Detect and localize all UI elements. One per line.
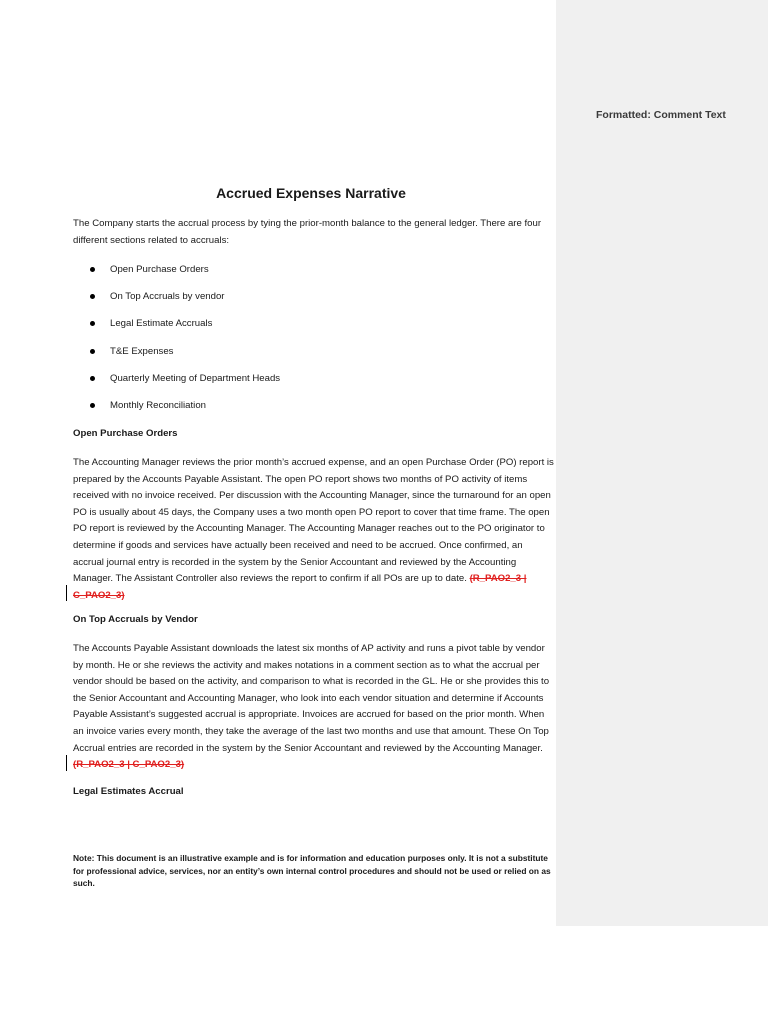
control-reference: (R_PAO2_3 | C_PAO2_3) xyxy=(73,573,527,601)
comment-label[interactable]: Formatted: Comment Text xyxy=(596,109,726,121)
comment-pane xyxy=(556,0,768,926)
bullet-icon xyxy=(90,321,95,326)
intro-paragraph: The Company starts the accrual process by tying the prior-month balance to the general ledger. There are four different sections related to accruals: xyxy=(73,218,542,246)
accrual-sections-list xyxy=(90,262,280,425)
section-body-open-po: The Accounting Manager reviews the prior month’s accrued expense, and an open Purchase Order (PO) report is prepared by the Accounts Payable Assistant. The open PO report shows two months of PO activity of items received with no invoice received. Per discussion with the Accounting Manager, since the turnaround for an open PO is usually about 45 days, the Company uses a two month open PO report to cover that time frame. The open PO report is reviewed by the Accounting Manager. The Accounting Manager reaches out to the PO originator to determine if goods and services have actually been received and need to be accrued. Once confirmed, an accrual journal entry is recorded in the system by the Senior Accountant and reviewed by the Accounting Manager. The Assistant Controller also reviews the report to confirm if all POs are up to date. (R_PAO2_3 | C_PAO2_3) xyxy=(73,457,554,601)
bullet-icon xyxy=(90,267,95,272)
section-heading-open-po: Open Purchase Orders xyxy=(73,428,178,439)
list-item: T&E Expenses xyxy=(90,344,280,371)
change-bar-icon xyxy=(66,755,67,771)
list-item: Open Purchase Orders xyxy=(90,262,280,289)
bullet-icon xyxy=(90,294,95,299)
section-heading-on-top: On Top Accruals by Vendor xyxy=(73,614,198,625)
section-heading-legal: Legal Estimates Accrual xyxy=(73,786,184,797)
list-item: Quarterly Meeting of Department Heads xyxy=(90,371,280,398)
change-bar-icon xyxy=(66,585,67,601)
list-item: On Top Accruals by vendor xyxy=(90,289,280,316)
document-title: Accrued Expenses Narrative xyxy=(216,185,406,201)
bullet-icon xyxy=(90,349,95,354)
bullet-icon xyxy=(90,376,95,381)
control-reference: (R_PAO2_3 | C_PAO2_3) xyxy=(73,759,185,771)
list-item: Legal Estimate Accruals xyxy=(90,316,280,343)
disclaimer-note: Note: This document is an illustrative example and is for information and education purposes only. It is not a substitute for professional advice, services, nor an entity’s own internal control procedures and should not be used or relied on as such. xyxy=(73,853,551,889)
comment-pane-bottom xyxy=(556,926,768,1024)
list-item: Monthly Reconciliation xyxy=(90,398,280,425)
section-body-on-top: The Accounts Payable Assistant downloads the latest six months of AP activity and runs a pivot table by vendor by month. He or she reviews the activity and makes notations in a comment section as to what the accrual per vendor should be based on the activity, and comparison to what is recorded in the GL. He or she provides this to the Senior Accountant and Accounting Manager, who look into each vendor situation and determine if Accounts Payable Assistant’s suggested accrual is appropriate. Invoices are accrued for based on the prior month. When an invoice varies every month, they take the average of the last two months and use that amount. These On Top Accrual entries are recorded in the system by the Senior Accountant and reviewed by the Accounting Manager. (R_PAO2_3 | C_PAO2_3) xyxy=(73,643,550,771)
bullet-icon xyxy=(90,403,95,408)
